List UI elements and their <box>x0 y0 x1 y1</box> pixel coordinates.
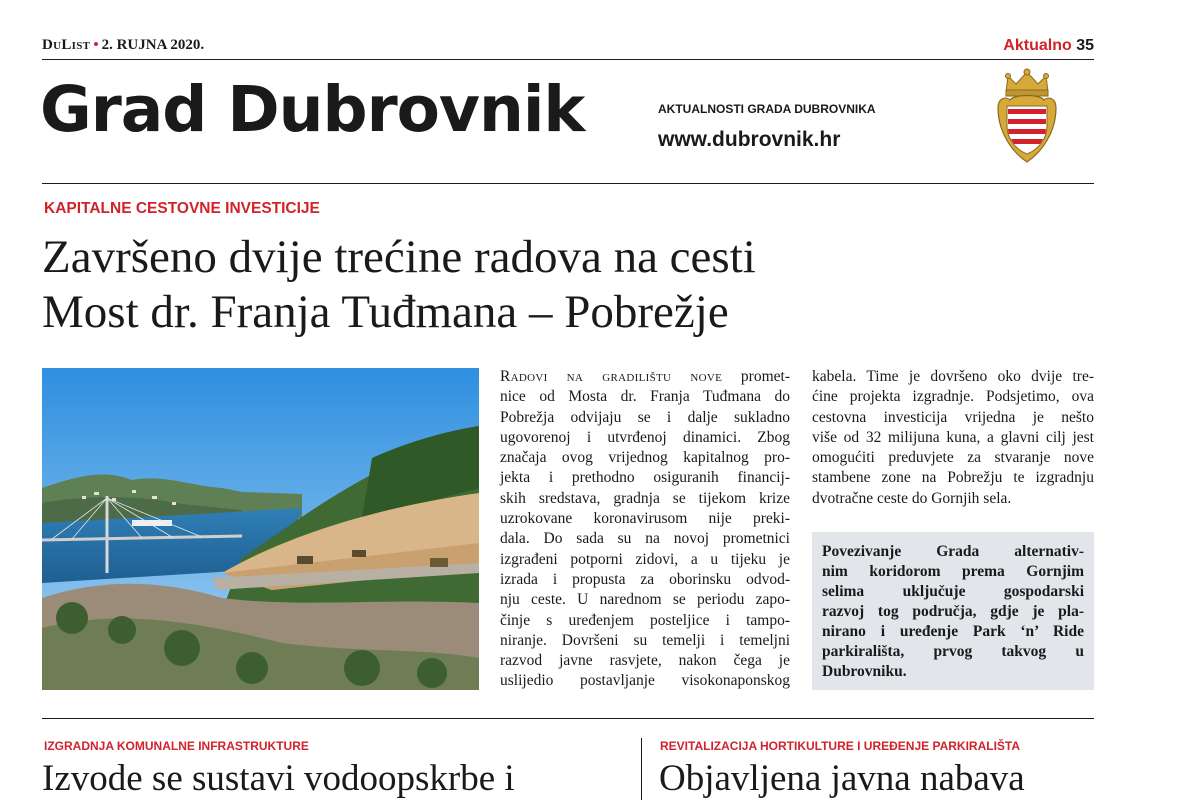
text-line: uzrokovane koronavirusom nije preki- <box>500 510 790 528</box>
text-line: razvod javne rasvjete, nakon čega je <box>500 652 790 670</box>
pull-quote <box>812 532 1094 690</box>
text-line: ćine projekta izgradnje. Podsjetimo, ova <box>812 388 1094 406</box>
text-line: stambene zone na Pobrežju te izgradnju <box>812 469 1094 487</box>
text-line: činje s uređenjem posteljice i tampo- <box>500 611 790 629</box>
text-line: nju ceste. U narednom se periodu zapo- <box>500 591 790 609</box>
masthead-subtitle: AKTUALNOSTI GRADA DUBROVNIKA <box>658 102 876 116</box>
quote-line: parkirališta, prvog takvog u <box>822 643 1084 660</box>
bottom-left-headline: Izvode se sustavi vodoopskrbe i <box>42 758 515 799</box>
text-line: nice od Mosta dr. Franja Tuđmana do <box>500 388 790 406</box>
text-line: ugovorenoj i utvrđenoj dinamici. Zbog <box>500 428 790 446</box>
issue-info <box>42 37 204 54</box>
text-line: dvotračne ceste do Gornjih sela. <box>812 489 1012 507</box>
text-line: omogućiti preduvjete za stvaranje nove <box>812 449 1094 467</box>
quote-line: nim koridorom prema Gornjim <box>822 563 1084 580</box>
section-rule <box>42 718 1094 719</box>
article-column-2 <box>812 367 1094 509</box>
text-line: Radovi na gradilištu nove promet- <box>500 368 790 385</box>
page-section <box>1003 37 1094 55</box>
header-rule <box>42 59 1094 60</box>
quote-line: Dubrovniku. <box>822 663 907 680</box>
article-headline <box>42 230 756 340</box>
running-header <box>42 37 1094 57</box>
text-line: cestovna investicija vrijedna je nešto <box>812 408 1094 426</box>
page-number: 35 <box>1076 37 1094 54</box>
text-line: jekta i prethodno osiguranih financij- <box>500 469 790 487</box>
text-line: izgrađeni potporni zidovi, a u tijeku je <box>500 550 790 568</box>
article-column-1 <box>500 367 790 692</box>
text-line: značaja ovog vrijednog kapitalnog pro- <box>500 449 790 467</box>
text-line: skih sredstava, gradnja se tijekom krize <box>500 489 790 507</box>
text-line: uslijedio postavljanje visokonaponskog <box>500 672 790 690</box>
quote-line: nirano i uređenje Park ‘n’ Ride <box>822 623 1084 640</box>
headline-line: Završeno dvije trećine radova na cesti <box>42 231 756 283</box>
section-name: Aktualno <box>1003 37 1072 54</box>
bottom-right-kicker: REVITALIZACIJA HORTIKULTURE I UREĐENJE PARKIRALIŠTA <box>660 739 1021 753</box>
brand-name: DuList <box>42 37 91 53</box>
lead-in: Radovi na gradilištu nove <box>500 368 723 385</box>
quote-line: Povezivanje Grada alternativ- <box>822 543 1084 560</box>
text-line: više od 32 milijuna kuna, a glavni cilj jest <box>812 428 1094 446</box>
text-line: niranje. Dovršeni su temelji i temeljni <box>500 631 790 649</box>
quote-line: selima uključuje gospodarski <box>822 583 1084 600</box>
headline-line: Most dr. Franja Tuđmana – Pobrežje <box>42 286 729 338</box>
separator-dot: • <box>93 37 99 53</box>
article-photo <box>42 368 479 690</box>
website-link[interactable]: www.dubrovnik.hr <box>658 128 841 151</box>
text-line: izrada i propusta za oborinsku odvod- <box>500 570 790 588</box>
quote-line: razvoj tog područja, gdje je pla- <box>822 603 1084 620</box>
coat-of-arms-icon <box>994 68 1060 164</box>
bottom-right-headline: Objavljena javna nabava <box>659 758 1025 799</box>
masthead-rule <box>42 183 1094 184</box>
text-line: kabela. Time je dovršeno oko dvije tre- <box>812 368 1094 385</box>
article-kicker: KAPITALNE CESTOVNE INVESTICIJE <box>44 200 320 217</box>
text-line: Pobrežja odvijaju se i dalje sukladno <box>500 408 790 426</box>
column-divider <box>641 738 642 800</box>
bottom-left-kicker: IZGRADNJA KOMUNALNE INFRASTRUKTURE <box>44 739 309 753</box>
text-line: dala. Do sada su na novoj prometnici <box>500 530 790 548</box>
masthead-title: Grad Dubrovnik <box>40 73 585 146</box>
issue-date: 2. RUJNA 2020. <box>101 37 205 53</box>
